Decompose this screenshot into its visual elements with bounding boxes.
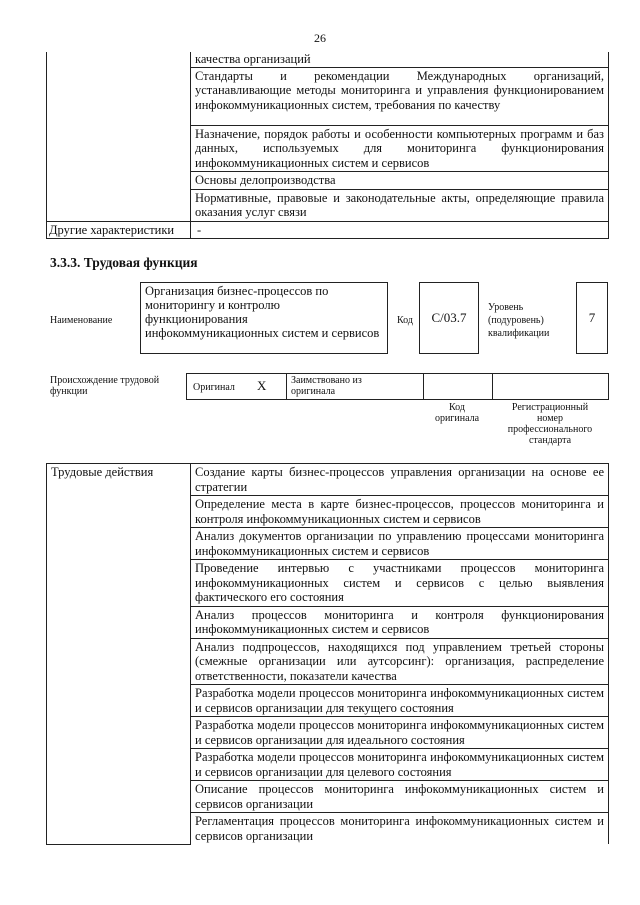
code-original-caption-text: Код оригинала [434,402,480,424]
other-characteristics-value: - [191,221,609,239]
labor-actions-label [47,464,191,845]
qualification-level-label [488,301,574,340]
labor-actions-label-text: Трудовые действия [51,465,154,479]
borrowed-label-text: Заимствовано из оригинала [291,375,362,397]
labor-action-row: Регламентация процессов мониторинга инфокоммуникационных систем и сервисов организации [191,813,609,845]
page-number: 26 [314,31,326,45]
labor-action-row: Описание процессов мониторинга инфокоммуникационных систем и сервисов организации [191,781,609,813]
other-characteristics-label: Другие характеристики [47,221,191,239]
labor-action-row: Проведение интервью с участниками процессов мониторинга инфокоммуникационных систем и сервисов с целью выявления фактического его состояния [191,560,609,607]
knowledge-label-cell [47,52,191,221]
reg-number-cell [493,374,608,399]
knowledge-row: Основы делопроизводства [191,172,609,190]
labor-action-row: Анализ процессов мониторинга и контроля функционирования инфокоммуникационных систем и сервисов [191,606,609,638]
name-label: Наименование [50,315,113,326]
knowledge-row: Нормативные, правовые и законодательные акты, определяющие правила оказания услуг связи [191,189,609,221]
section-title: 3.3.3. Трудовая функция [50,255,198,270]
function-name-value: Организация бизнес-процессов по мониторингу и контролю функционирования инфокоммуникационных систем и сервисов [145,284,380,340]
qualification-level-value: 7 [588,310,596,325]
knowledge-table [46,52,609,239]
labor-action-row: Создание карты бизнес-процессов управления организации на основе ее стратегии [191,464,609,496]
labor-actions-table [46,463,609,845]
knowledge-row: Стандарты и рекомендации Международных организаций, устанавливающие методы мониторинга и управления функционированием инфокоммуникационных систем, требования по качеству [191,67,609,125]
function-name-box [140,282,388,354]
knowledge-row: Назначение, порядок работы и особенности компьютерных программ и баз данных, используемых для мониторинга функционирования инфокоммуникационных систем и сервисов [191,125,609,172]
code-label: Код [397,315,413,326]
original-mark: X [257,378,267,393]
labor-action-row: Анализ подпроцессов, находящихся под управлением третьей стороны (смежные организации или аутсорсинг): организация, распределение ответственности, показатели качества [191,638,609,685]
code-original-caption [428,402,486,424]
code-original-cell [424,374,489,399]
labor-action-row: Разработка модели процессов мониторинга инфокоммуникационных систем и сервисов организации для текущего состояния [191,685,609,717]
labor-action-row: Разработка модели процессов мониторинга инфокоммуникационных систем и сервисов организации для целевого состояния [191,749,609,781]
qualification-level-box [576,282,608,354]
original-label: Оригинал [193,382,235,393]
reg-number-caption [502,402,598,446]
borrowed-label [291,375,391,397]
labor-action-row: Определение места в карте бизнес-процессов, процессов мониторинга и контроля инфокоммуникационных систем и сервисов [191,496,609,528]
labor-action-row: Анализ документов организации по управлению процессами мониторинга инфокоммуникационных систем и сервисов [191,528,609,560]
code-box [419,282,479,354]
reg-number-caption-text: Регистрационный номер профессионального стандарта [507,402,593,446]
qualification-level-label-text: Уровень (подуровень) квалификации [488,302,550,339]
labor-action-row: Разработка модели процессов мониторинга инфокоммуникационных систем и сервисов организации для идеального состояния [191,717,609,749]
code-value: C/03.7 [431,310,467,325]
origin-label-text: Происхождение трудовой функции [50,375,160,397]
knowledge-row: качества организаций [191,52,609,67]
origin-divider [286,374,287,399]
origin-row [186,373,609,400]
origin-label [50,375,180,397]
